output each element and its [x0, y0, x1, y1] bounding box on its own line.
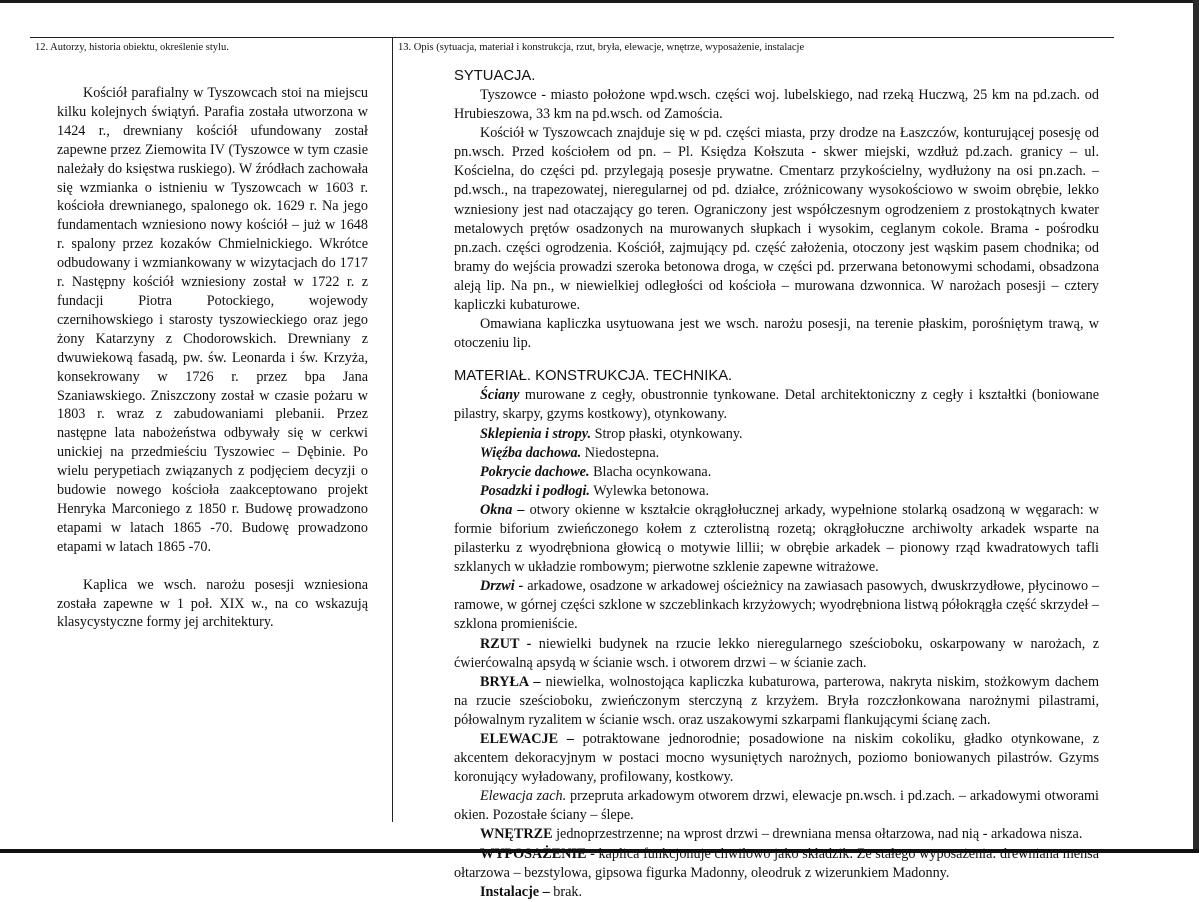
left-column-header: 12. Autorzy, historia obiektu, określenie stylu.: [35, 42, 229, 53]
entry-bryla: [454, 673, 1099, 730]
chapel-dating-paragraph: Kaplica we wsch. narożu posesji wzniesiona została zapewne w 1 poł. XIX w., na co wskazują klasycystyczne formy jej architektury.: [57, 576, 368, 631]
text-bryla: niewielka, wolnostojąca kapliczka kubaturowa, parterowa, nakryta niskim, stożkowym dachem na rzucie sześcioboku, zwieńczonym sterczyną z krzyżem. Bryła rozczłonkowana narożnymi pilastrami, półowalnym ryzalitem w ścianie wsch. oraz uszakowymi szkarpami flankującymi ścianę zach.: [454, 673, 1099, 728]
text-elewacje: potraktowane jednorodnie; posadowione na niskim cokoliku, gładko otynkowane, z akcentem dekoracyjnym w postaci mocno wysuniętych narożnych, poziomo boniowanych pilastrów. Gzyms koronujący wyładowany, profilowany, kostkowy.: [454, 731, 1099, 786]
text-wiezba: Niedostepna.: [581, 444, 660, 461]
label-elewacja-zach: Elewacja zach.: [480, 788, 567, 805]
header-rule: [30, 37, 1114, 38]
label-wiezba: Więźba dachowa.: [480, 444, 582, 461]
column-divider: [392, 37, 393, 822]
sytuacja-paragraph-location: Tyszowce - miasto położone wpd.wsch. części woj. lubelskiego, nad rzeką Huczwą, 25 km na pd.zach. od Hrubieszowa, 33 km na pd.wsch. od Zamościa.: [454, 87, 1099, 123]
text-okna: otwory okienne w kształcie okrągłołucznej arkady, wypełnione stolarką osadzoną w węgarach: w formie biforium zwieńczonego kołem z czterolistną rozetą; okrągłołuczne archiwolty arkadek wsparte na pilasterku z wyodrębniona głowicą o motywie lillii; w obrębie arkadek – pionowy rząd kwadratowych tafli szklanych w układzie rombowym; pierwotne szklenie zapewne witrażowe.: [454, 501, 1099, 576]
section-title-material: MATERIAŁ. KONSTRUKCJA. TECHNIKA.: [454, 368, 733, 385]
label-sciany: Ściany: [480, 387, 520, 404]
entry-elewacja-zach: [454, 787, 1099, 825]
entry-rzut: [454, 635, 1099, 673]
right-column-header: 13. Opis (sytuacja, materiał i konstrukcja, rzut, bryła, elewacje, wnętrze, wyposażenie, instalacje: [398, 42, 805, 53]
text-drzwi: arkadowe, osadzone w arkadowej ościeżnicy na zawiasach pasowych, dwuskrzydłowe, płycinowo – ramowe, w górnej części szklone w szczeblinkach krzyżowych; wyodrębniona listwą półokrągła część skrzydeł – szklona promieniście.: [454, 578, 1100, 633]
text-wyposazenie: kaplica funkcjonuje chwilowo jako składzik. Ze stałego wyposażenia: drewniana mensa ołtarzowa – bezstylowa, gipsowa figurka Madonny, oleodruk z wizerunkiem Madonny.: [454, 845, 1099, 881]
entry-okna: [454, 501, 1099, 577]
label-sklepienia: Sklepienia i stropy.: [480, 425, 592, 442]
sytuacja-paragraph-church: Kościół w Tyszowcach znajduje się w pd. części miasta, przy drodze na Łaszczów, konturującej posesję od pn.wsch. Przed kościołem od pn. – Pl. Księdza Kołszuta - skwer miejski, wzdłuż pd.zach. granicy – ul. Kościelna, do części pd. przylegają posesje prywatne. Cmentarz przykościelny, wydłużony na osi pn.zach. – pd.wsch., na trapezowatej, nieregularnej od pd. działce, zróżnicowany wysokościowo w swoim obrębie, lekko wzniesiony jest nad otaczający go teren. Ograniczony jest współczesnym ogrodzeniem z prostokątnych kwater metalowych prętów osadzonych na murowanych słupkach i wysokim, ceglanym cokole. Brama - pośrodku pn.zach. części ogrodzenia. Kościół, zajmujący pd. część założenia, otoczony jest wąskim pasem chodnika; od bramy do wejścia prowadzi szeroka betonowa droga, w części pd. przerwana betonowymi schodami, obsadzona aleją lip. Na pn., w niewielkiej odległości od kościoła – murowana dzwonnica. W narożach posesji – cztery kapliczki kubaturowe.: [454, 125, 1099, 314]
label-rzut: RZUT -: [480, 635, 532, 652]
label-pokrycie: Pokrycie dachowe.: [480, 463, 590, 480]
text-pokrycie: Blacha ocynkowana.: [589, 463, 712, 480]
entry-posadzki: [454, 482, 1099, 501]
entry-drzwi: [454, 577, 1099, 634]
label-bryla: BRYŁA –: [480, 673, 541, 690]
label-instalacje: Instalacje –: [480, 883, 550, 900]
text-wnetrze: jednoprzestrzenne; na wprost drzwi – drewniana mensa ołtarzowa, nad nią - arkadowa nisza.: [552, 826, 1083, 843]
entry-sciany: [454, 386, 1099, 424]
label-wnetrze: WNĘTRZE: [480, 826, 553, 843]
history-paragraph: Kościół parafialny w Tyszowcach stoi na miejscu kilku kolejnych świątyń. Parafia została utworzona w 1424 r., drewniany kościół ufundowany został zapewne przez Ziemowita IV (Tyszowce w tym czasie należały do księstwa ruskiego). W źródłach zachowała się wzmianka o istnieniu w Tyszowcach w 1603 r. kościoła drewnianego, spalonego ok. 1629 r. Na jego fundamentach wzniesiono nowy kościół – już w 1648 r. spalony przez kozaków Chmielnickiego. Wkrótce odbudowany i wzmiankowany w wizytacjach do 1717 r. Następny kościół wzniesiony został w 1722 r. z fundacji Piotra Potockiego, wojewody czernihowskiego i starosty tyszowieckiego oraz jego żony Katarzyny z Chodorowskich. Drewniany z dwuwiekową fasadą, pw. św. Leonarda i św. Krzyża, konsekrowany w 1726 r. przez bpa Jana Szaniawskiego. Zniszczony został w czasie pożaru w 1803 r. wraz z zabudowaniami plebanii. Przez następne lata nabożeństwa odbywały się w cerkwi unickiej na przedmieściu Tyszowiec – Dębinie. Po wielu perypetiach związanych z podjęciem decyzji o budowie nowego kościoła zaakceptowano projekt Henryka Marconiego z 1850 r. Budowę prowadzono etapami w latach 1865 -70. Budowę prowadzono etapami w latach 1865 -70.: [57, 85, 368, 555]
label-elewacje: ELEWACJE –: [480, 731, 574, 747]
label-posadzki: Posadzki i podłogi.: [480, 482, 590, 499]
entry-pokrycie: [454, 463, 1099, 482]
description-column: [454, 66, 1099, 902]
entry-wiezba: [454, 444, 1099, 463]
entry-elewacje: [454, 730, 1099, 787]
sytuacja-paragraph-chapel: Omawiana kapliczka usytuowana jest we wsch. narożu posesji, na terenie płaskim, porośniętym trawą, w otoczeniu lip.: [454, 316, 1099, 352]
label-drzwi: Drzwi -: [480, 578, 524, 595]
entry-instalacje: [454, 883, 1099, 902]
text-elewacja-zach: przepruta arkadowym otworem drzwi, elewacje pn.wsch. i pd.zach. – arkadowymi otworami okien. Pozostałe ściany – ślepe.: [454, 788, 1099, 824]
entry-wnetrze: [454, 825, 1099, 844]
text-sklepienia: Strop płaski, otynkowany.: [591, 425, 743, 442]
text-instalacje: brak.: [549, 883, 583, 900]
text-rzut: niewielki budynek na rzucie lekko nieregularnego sześcioboku, oskarpowany w narożach, z ćwierćowalną apsydą w ścianie wsch. i otworem drzwi – w ścianie zach.: [454, 635, 1100, 671]
scan-edge-right: [1193, 0, 1199, 853]
label-okna: Okna –: [480, 501, 525, 518]
entry-wyposazenie: [454, 845, 1099, 883]
text-posadzki: Wylewka betonowa.: [589, 482, 710, 499]
label-wyposazenie: WYPOSAŻENIE -: [480, 845, 595, 862]
history-column: [57, 84, 368, 632]
entry-sklepienia: [454, 425, 1099, 444]
scan-edge-top: [0, 0, 1199, 3]
section-title-sytuacja: SYTUACJA.: [454, 68, 536, 84]
text-sciany: murowane z cegły, obustronnie tynkowane. Detal architektoniczny z cegły i kształtki (boniowane pilastry, skarpy, gzyms kostkowy), otynkowany.: [454, 387, 1099, 423]
